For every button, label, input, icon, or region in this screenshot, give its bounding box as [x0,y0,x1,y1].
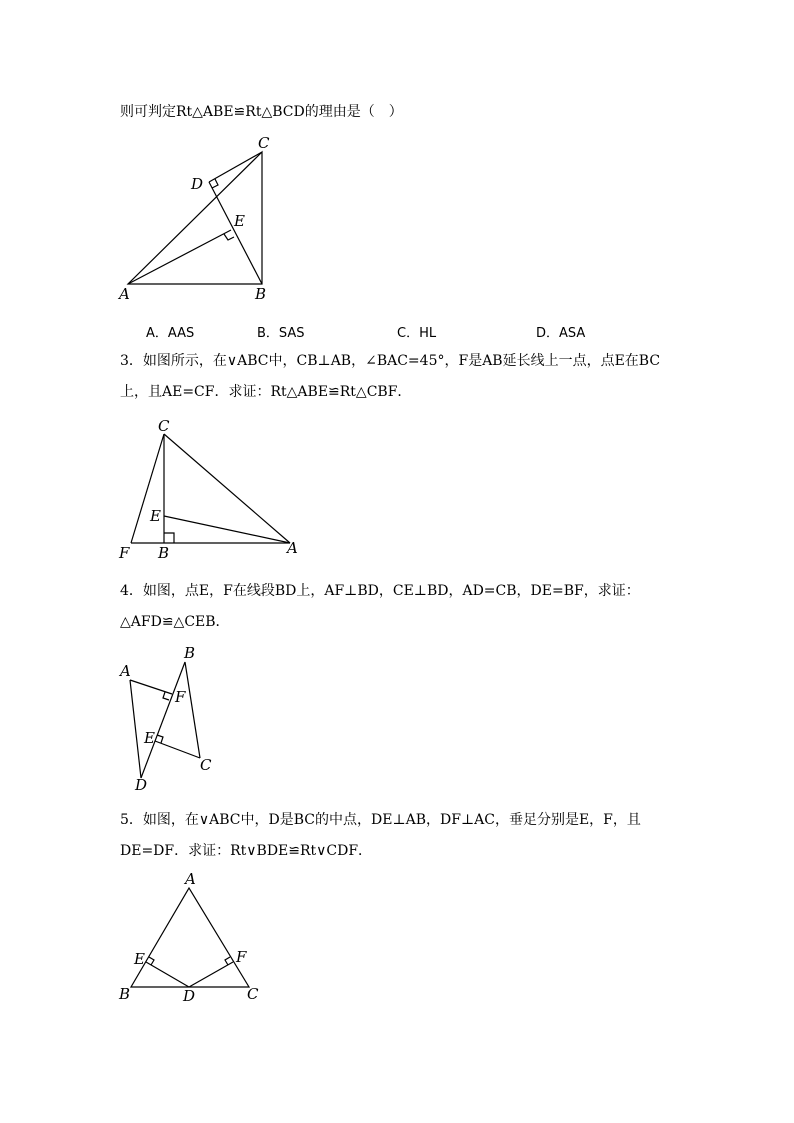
q2-label-c: C [258,134,270,152]
q5-segment-df [189,962,233,987]
q5-label-d: D [183,987,196,1005]
q2-option-b[interactable]: B．SAS [257,326,305,341]
q2-label-b: B [255,285,267,303]
q4-label-c: C [200,756,212,774]
q2-label-a: A [119,285,130,303]
q3-label-f: F [119,544,130,562]
q5-label-e: E [134,950,145,968]
q5-label-a: A [185,870,196,888]
q4-label-e: E [144,729,155,747]
q4-line2: △AFD≌△CEB． [120,614,230,630]
q5-triangle-abc [131,888,249,987]
q3-line1: 3．如图所示，在∨ABC中，CB⊥AB，∠BAC=45°，F是AB延长线上一点，点E在BC [120,353,661,369]
q2-label-e: E [234,212,245,230]
q5-segment-de [146,962,189,987]
q4-label-f: F [175,688,186,706]
q4-label-a: A [120,662,131,680]
q2-option-c[interactable]: C．HL [397,326,437,341]
q4-line1: 4．如图，点E，F在线段BD上，AF⊥BD，CE⊥BD，AD=CB，DE=BF，求证： [120,583,640,599]
q3-label-b: B [158,544,170,562]
q3-label-e: E [150,507,161,525]
q5-label-f: F [236,948,247,966]
q3-label-a: A [287,539,298,557]
q5-label-c: C [247,985,259,1003]
q5-line2: DE=DF．求证：Rt∨BDE≌Rt∨CDF． [120,843,373,859]
q2-stem: 则可判定Rt△ABE≌Rt△BCD的理由是（ ） [120,104,403,120]
q5-line1: 5．如图，在∨ABC中，D是BC的中点，DE⊥AB，DF⊥AC，垂足分别是E，F，且 [120,812,641,828]
q2-option-d[interactable]: D．ASA [536,326,586,341]
q4-label-b: B [184,644,196,662]
q4-label-d: D [135,776,148,794]
q3-line2: 上，且AE=CF．求证：Rt△ABE≌Rt△CBF． [120,384,412,400]
q2-label-d: D [191,175,204,193]
q2-option-a[interactable]: A．AAS [146,326,195,341]
q3-label-c: C [158,417,170,435]
q5-label-b: B [119,985,131,1003]
